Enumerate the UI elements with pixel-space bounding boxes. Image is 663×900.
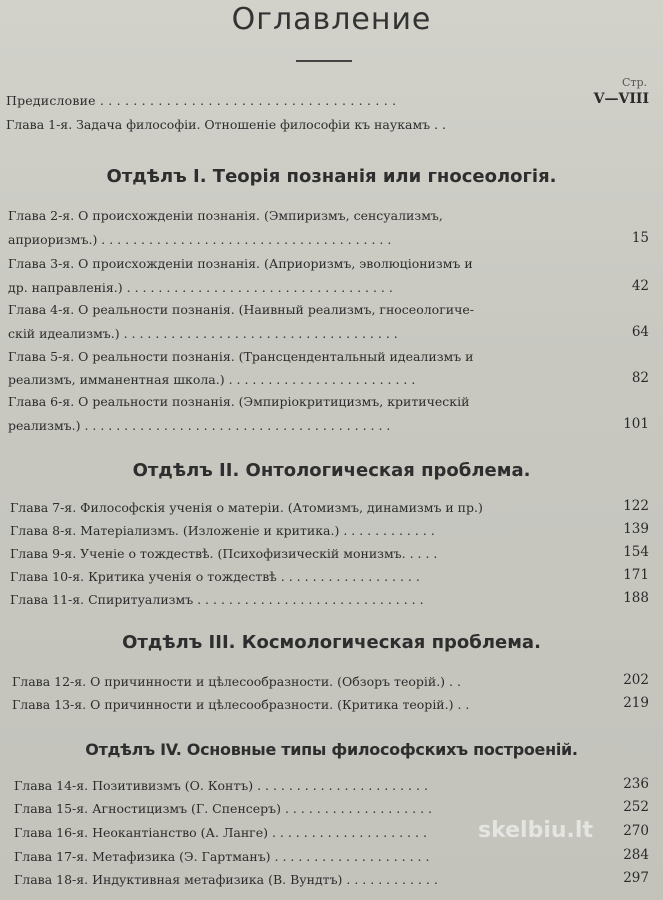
toc-line: Глава 8-я. Матеріализмъ. (Изложеніе и критика.) . . . . . . . . . . . . bbox=[10, 523, 435, 538]
title-rule bbox=[296, 60, 352, 62]
page-title: Оглавление bbox=[231, 2, 432, 37]
toc-page-number: 219 bbox=[623, 695, 649, 711]
toc-line: Глава 11-я. Спиритуализмъ . . . . . . . . . . . . . . . . . . . . . . . . . . . . . bbox=[10, 592, 424, 607]
toc-line: Глава 5-я. О реальности познанія. (Трансцендентальный идеализмъ и bbox=[8, 349, 474, 364]
toc-page-number: 82 bbox=[631, 370, 649, 386]
toc-line: Глава 16-я. Неокантіанство (А. Ланге) . . . . . . . . . . . . . . . . . . . . bbox=[14, 825, 427, 840]
page-column-label: Стр. bbox=[621, 76, 647, 89]
toc-line: Глава 15-я. Агностицизмъ (Г. Спенсеръ) . . . . . . . . . . . . . . . . . . . bbox=[14, 801, 432, 816]
toc-line: Глава 7-я. Философскія ученія о матеріи. (Атомизмъ, динамизмъ и пр.) bbox=[10, 500, 483, 515]
toc-line: Глава 4-я. О реальности познанія. (Наивный реализмъ, гносеологиче- bbox=[8, 302, 474, 317]
toc-line: Предисловие . . . . . . . . . . . . . . . . . . . . . . . . . . . . . . . . . . . . bbox=[6, 93, 397, 108]
section-heading: Отдѣлъ I. Теорія познанія или гносеологія. bbox=[106, 166, 557, 187]
toc-line: априоризмъ.) . . . . . . . . . . . . . . . . . . . . . . . . . . . . . . . . . . . . . bbox=[8, 232, 392, 247]
toc-line: Глава 13-я. О причинности и цѣлесообразности. (Критика теорій.) . . bbox=[12, 697, 470, 712]
toc-page-number: 297 bbox=[623, 870, 649, 886]
toc-line: реализмъ.) . . . . . . . . . . . . . . . . . . . . . . . . . . . . . . . . . . . . . . . bbox=[8, 418, 391, 433]
toc-page-number: V—VIII bbox=[593, 91, 649, 107]
toc-page-number: 236 bbox=[623, 776, 649, 792]
toc-line: Глава 14-я. Позитивизмъ (О. Контъ) . . . . . . . . . . . . . . . . . . . . . . bbox=[14, 778, 428, 793]
toc-page-number: 171 bbox=[623, 567, 649, 583]
section-heading: Отдѣлъ III. Космологическая проблема. bbox=[122, 632, 541, 653]
toc-page-number: 154 bbox=[623, 544, 649, 560]
watermark: skelbiu.lt bbox=[478, 818, 593, 843]
toc-line: реализмъ, имманентная школа.) . . . . . . . . . . . . . . . . . . . . . . . . bbox=[8, 372, 416, 387]
toc-line: Глава 17-я. Метафизика (Э. Гартманъ) . . . . . . . . . . . . . . . . . . . . bbox=[14, 849, 430, 864]
toc-line: Глава 6-я. О реальности познанія. (Эмпиріокритицизмъ, критическій bbox=[8, 394, 470, 409]
toc-page-number: 122 bbox=[623, 498, 649, 514]
toc-page-number: 252 bbox=[623, 799, 649, 815]
toc-page-number: 101 bbox=[623, 416, 649, 432]
toc-page-number: 42 bbox=[631, 278, 649, 294]
toc-line: Глава 1-я. Задача философіи. Отношеніе философіи къ наукамъ . . bbox=[6, 117, 447, 132]
toc-page-number: 139 bbox=[623, 521, 649, 537]
toc-line: Глава 10-я. Критика ученія о тождествѣ . . . . . . . . . . . . . . . . . . bbox=[10, 569, 420, 584]
toc-line: Глава 18-я. Индуктивная метафизика (В. Вундтъ) . . . . . . . . . . . . bbox=[14, 872, 438, 887]
toc-page-number: 202 bbox=[623, 672, 649, 688]
section-heading: Отдѣлъ IV. Основные типы философскихъ построеній. bbox=[85, 740, 578, 759]
toc-line: Глава 12-я. О причинности и цѣлесообразности. (Обзоръ теорій.) . . bbox=[12, 674, 461, 689]
toc-page-number: 188 bbox=[623, 590, 649, 606]
toc-line: Глава 2-я. О происхожденіи познанія. (Эмпиризмъ, сенсуализмъ, bbox=[8, 208, 443, 223]
toc-page-number: 15 bbox=[631, 230, 649, 246]
toc-page-number: 270 bbox=[623, 823, 649, 839]
toc-line: Глава 3-я. О происхожденіи познанія. (Априоризмъ, эволюціонизмъ и bbox=[8, 256, 473, 271]
toc-page-number: 64 bbox=[631, 324, 649, 340]
toc-line: др. направленія.) . . . . . . . . . . . . . . . . . . . . . . . . . . . . . . . . . . bbox=[8, 280, 393, 295]
section-heading: Отдѣлъ II. Онтологическая проблема. bbox=[132, 460, 531, 481]
toc-line: скій идеализмъ.) . . . . . . . . . . . . . . . . . . . . . . . . . . . . . . . . . . . bbox=[8, 326, 398, 341]
toc-page-number: 284 bbox=[623, 847, 649, 863]
toc-line: Глава 9-я. Ученіе о тождествѣ. (Психофизическій монизмъ. . . . . bbox=[10, 546, 438, 561]
